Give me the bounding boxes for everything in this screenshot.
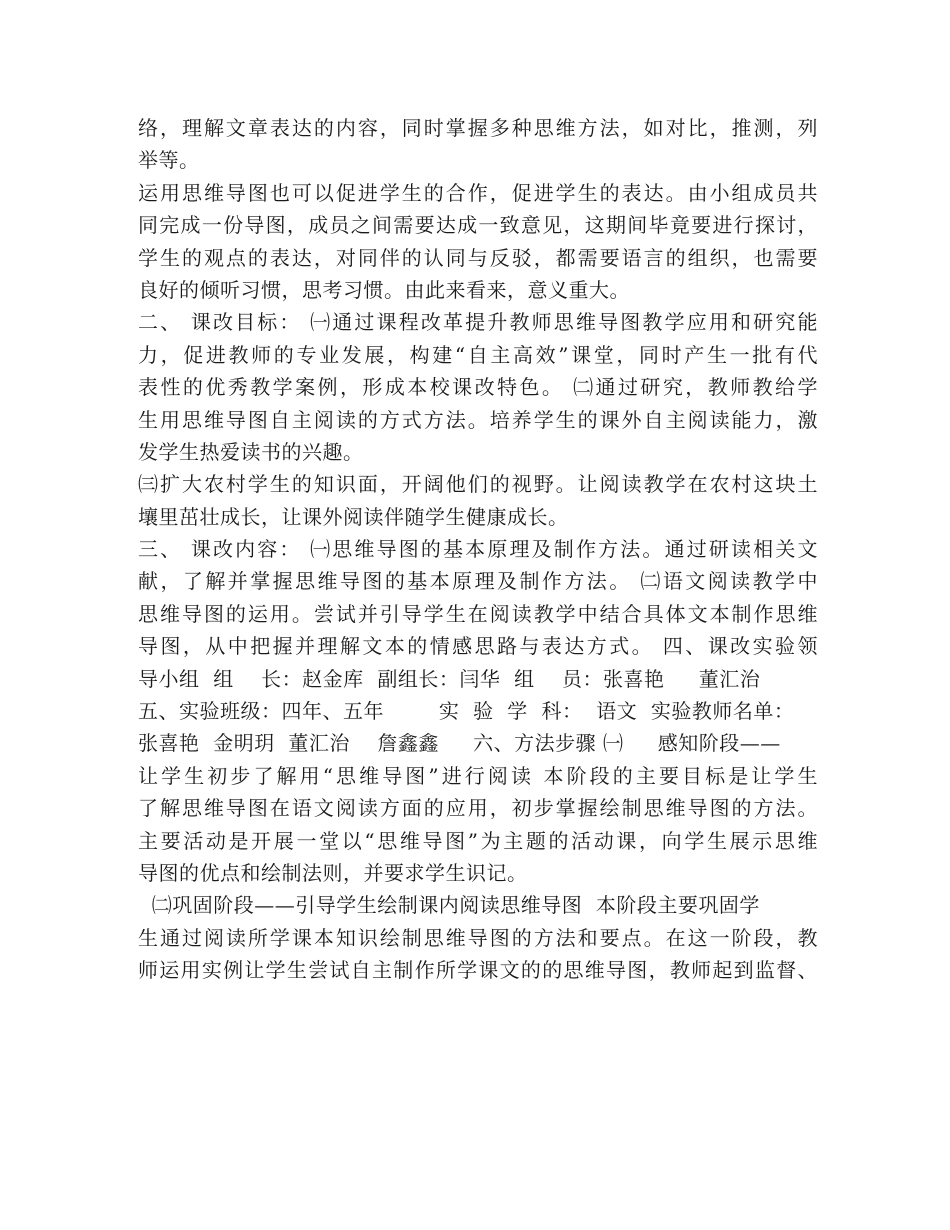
- text-line: 导图的优点和绘制法则，并要求学生识记。: [138, 860, 528, 885]
- text-line: ㈢扩大农村学生的知识面，开阔他们的视野。让阅读教学在农村这块土: [138, 472, 818, 497]
- text-line: 发学生热爱读书的兴趣。: [138, 439, 364, 464]
- text-line: 举等。: [138, 148, 200, 173]
- text-line: 表性的优秀教学案例，形成本校课改特色。 ㈡通过研究，教师教给学: [138, 375, 818, 400]
- text-line: 三、 课改内容： ㈠思维导图的基本原理及制作方法。通过研读相关文: [138, 537, 818, 562]
- text-line: 学生的观点的表达，对同伴的认同与反驳，都需要语言的组织，也需要: [138, 245, 818, 270]
- text-line: 二、 课改目标： ㈠通过课程改革提升教师思维导图教学应用和研究能: [138, 310, 818, 335]
- text-line: 师运用实例让学生尝试自主制作所学课文的的思维导图，教师起到监督、: [138, 958, 818, 983]
- text-line: ㈡巩固阶段——引导学生绘制课内阅读思维导图 本阶段主要巩固学: [138, 893, 760, 918]
- text-line: 壤里茁壮成长，让课外阅读伴随学生健康成长。: [138, 504, 569, 529]
- text-line: 同完成一份导图，成员之间需要达成一致意见，这期间毕竟要进行探讨，: [138, 213, 818, 238]
- text-line: 五、实验班级：四年、五年 实 验 学 科： 语文 实验教师名单：: [138, 699, 795, 724]
- text-line: 主要活动是开展一堂以“思维导图”为主题的活动课，向学生展示思维: [138, 828, 818, 853]
- text-line: 让学生初步了解用“思维导图”进行阅读 本阶段的主要目标是让学生: [138, 763, 818, 788]
- text-line: 导小组 组 长：赵金库 副组长：闫华 组 员：张喜艳 董汇治: [138, 666, 761, 691]
- text-line: 导图，从中把握并理解文本的情感思路与表达方式。 四、课改实验领: [138, 634, 818, 659]
- text-line: 生用思维导图自主阅读的方式方法。培养学生的课外自主阅读能力，激: [138, 407, 818, 432]
- body-text: [138, 112, 818, 987]
- text-line: 络，理解文章表达的内容，同时掌握多种思维方法，如对比，推测，列: [138, 116, 818, 140]
- text-line: 良好的倾听习惯，思考习惯。由此来看来，意义重大。: [138, 277, 630, 302]
- text-line: 运用思维导图也可以促进学生的合作，促进学生的表达。由小组成员共: [138, 180, 818, 205]
- text-line: 张喜艳 金明玥 董汇治 詹鑫鑫 六、方法步骤 ㈠ 感知阶段——: [138, 731, 781, 756]
- text-line: 了解思维导图在语文阅读方面的应用，初步掌握绘制思维导图的方法。: [138, 796, 818, 821]
- text-line: 献，了解并掌握思维导图的基本原理及制作方法。 ㈡语文阅读教学中: [138, 569, 818, 594]
- text-line: 思维导图的运用。尝试并引导学生在阅读教学中结合具体文本制作思维: [138, 601, 818, 626]
- text-line: 力，促进教师的专业发展，构建“自主高效”课堂，同时产生一批有代: [138, 342, 818, 367]
- text-line: 生通过阅读所学课本知识绘制思维导图的方法和要点。在这一阶段，教: [138, 925, 818, 950]
